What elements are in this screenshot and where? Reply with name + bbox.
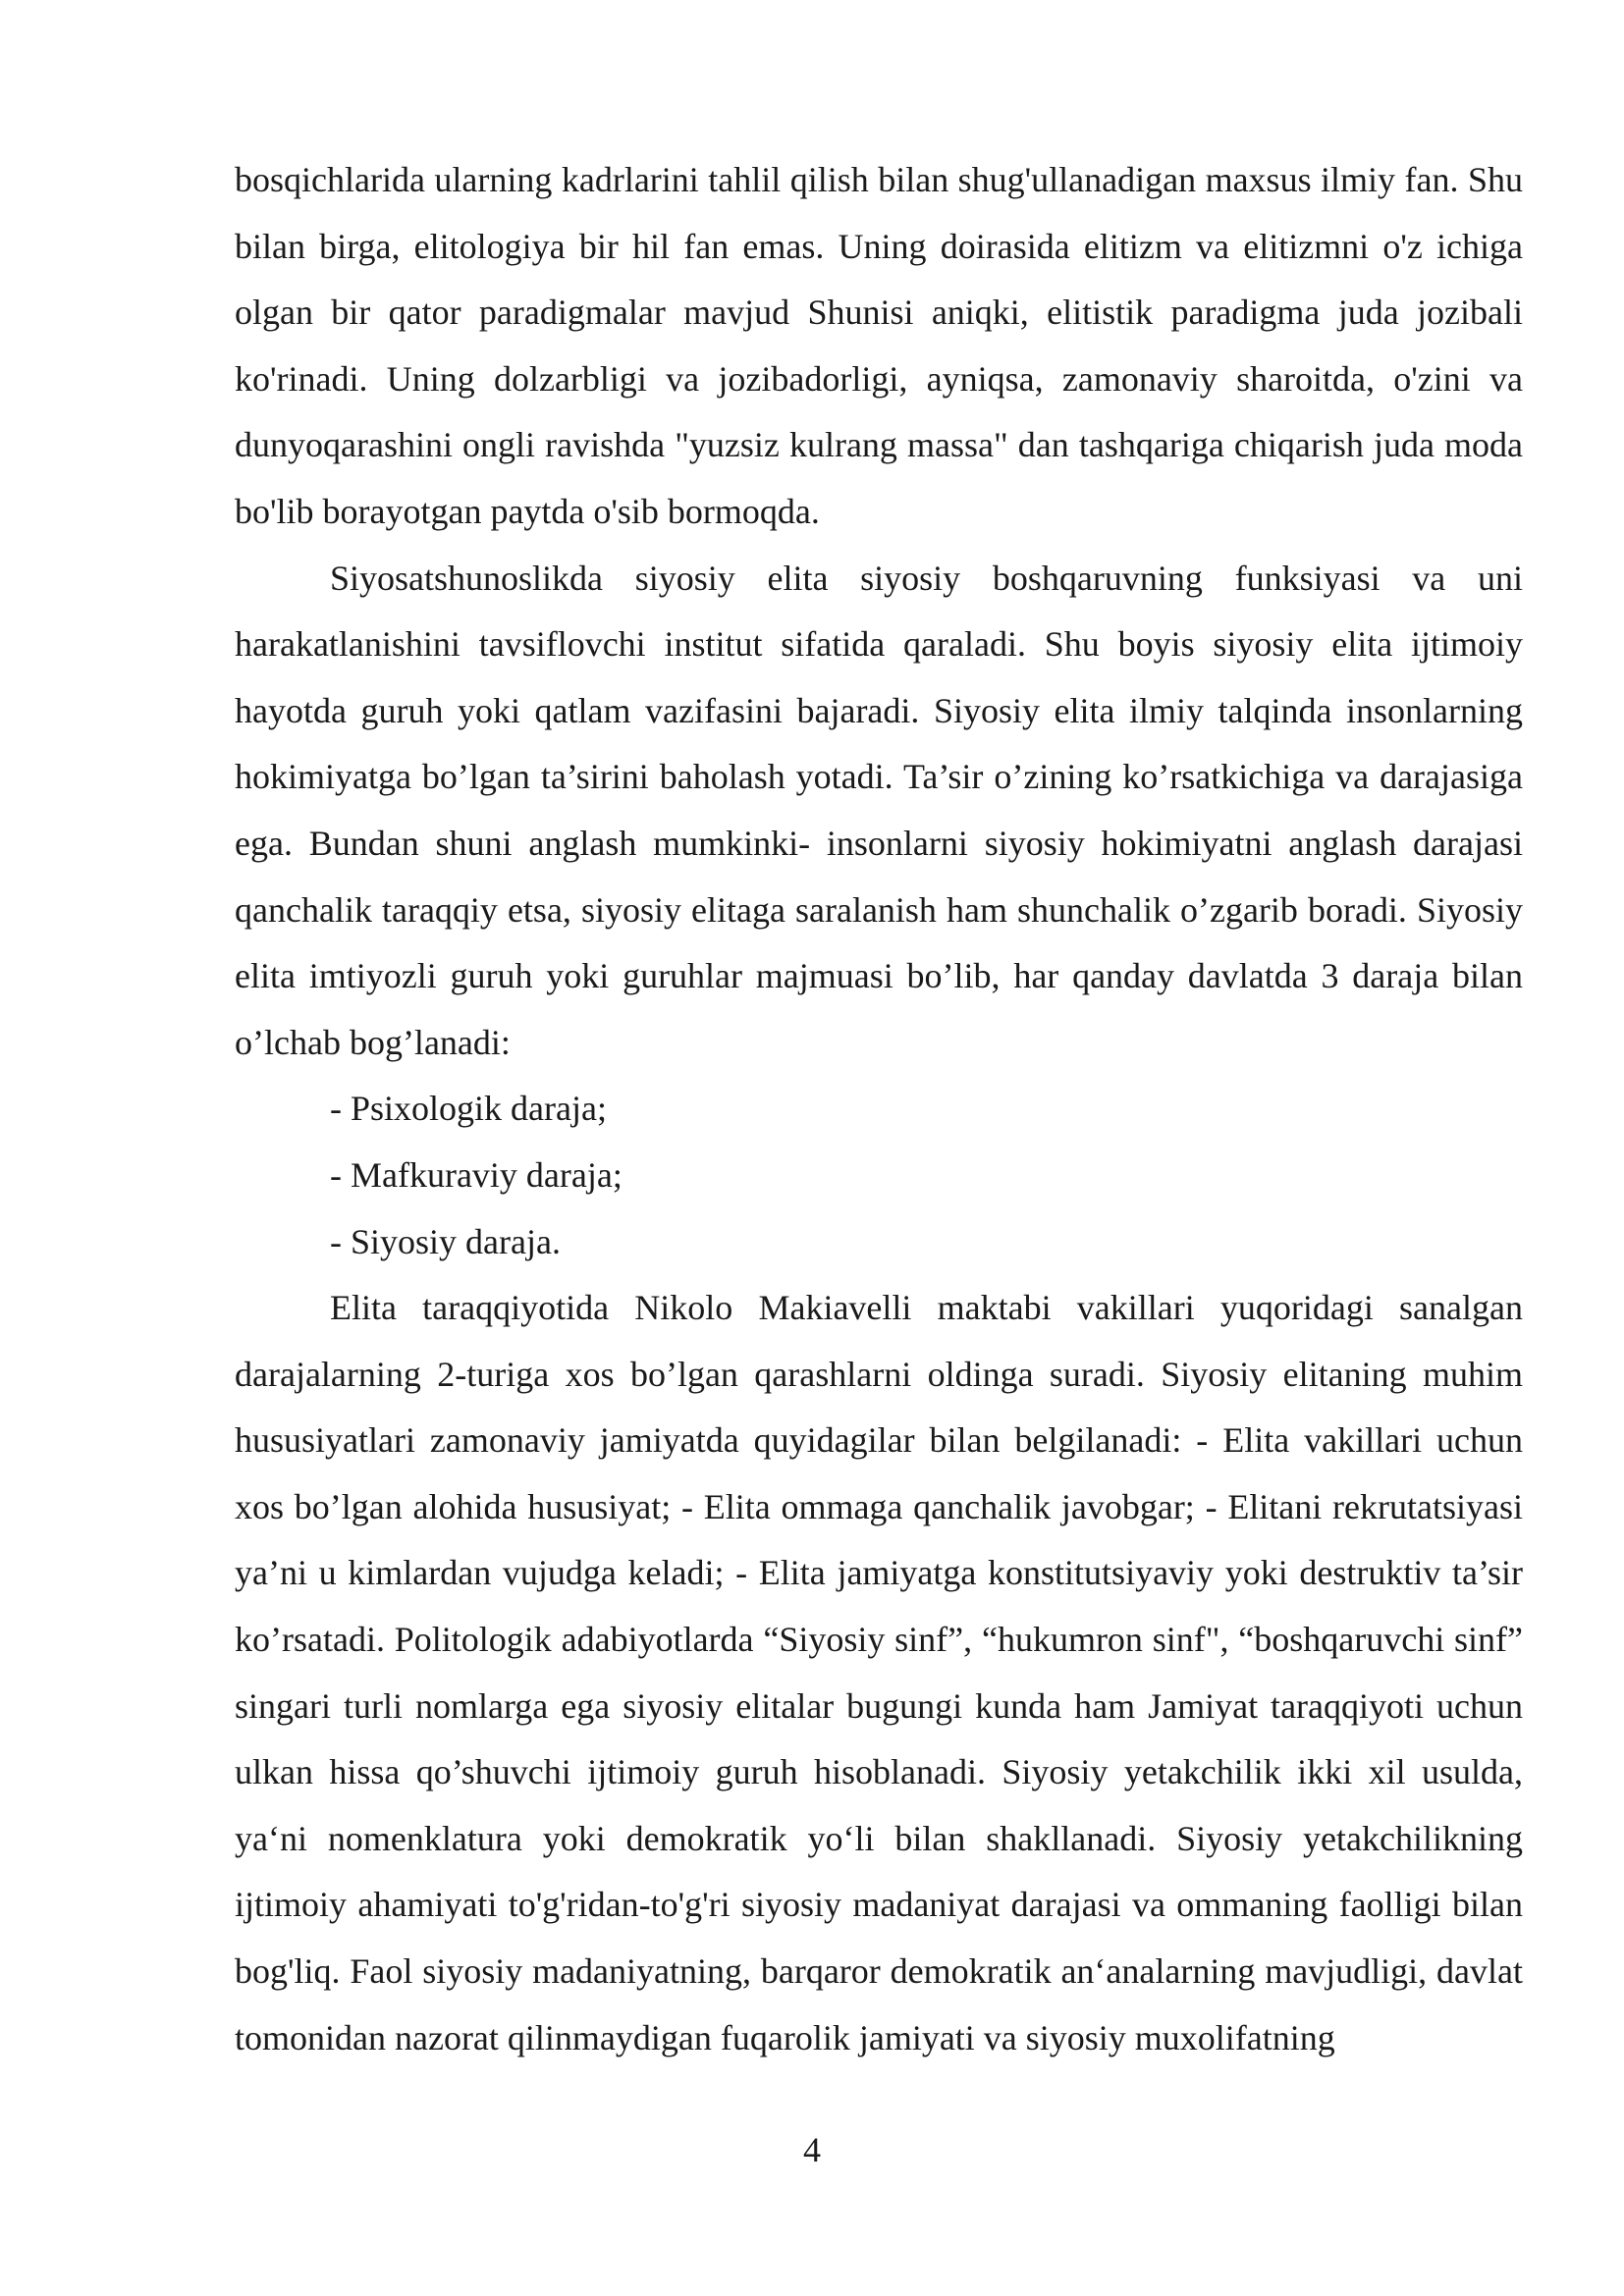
list-item-psychological-level: - Psixologik daraja; <box>330 1089 607 1129</box>
page-number: 4 <box>803 2130 821 2169</box>
paragraph-elite-development: Elita taraqqiyotida Nikolo Makiavelli maktabi vakillari yuqoridagi sanalgan darajalarning 2-turiga xos bo’lgan qarashlarni oldinga suradi. Siyosiy elitaning muhim hususiyatlari zamonaviy jamiyatda quyidagilar bilan belgilanadi: - Elita vakillari uchun xos bo’lgan alohida hususiyat; - Elita ommaga qanchalik javobgar; - Elitani rekrutatsiyasi ya’ni u kimlardan vujudga keladi; - Elita jamiyatga konstitutsiyaviy yoki destruktiv ta’sir ko’rsatadi. Politologik adabiyotlarda “Siyosiy sinf”, “hukumron sinf", “boshqaruvchi sinf” singari turli nomlarga ega siyosiy elitalar bugungi kunda ham Jamiyat taraqqiyoti uchun ulkan hissa qo’shuvchi ijtimoiy guruh hisoblanadi. Siyosiy yetakchilik ikki xil usulda, ya‘ni nomenklatura yoki demokratik yo‘li bilan shakllanadi. Siyosiy yetakchilikning ijtimoiy ahamiyati to'g'ridan-to'g'ri siyosiy madaniyat darajasi va ommaning faolligi bilan bog'liq. Faol siyosiy madaniyatning, barqaror demokratik an‘analarning mavjudligi, davlat tomonidan nazorat qilinmaydigan fuqarolik jamiyati va siyosiy muxolifatning <box>235 1288 1523 2057</box>
paragraph-continuation: bosqichlarida ularning kadrlarini tahlil qilish bilan shug'ullanadigan maxsus ilmiy fan. Shu bilan birga, elitologiya bir hil fan emas. Uning doirasida elitizm va elitizmni o'z ichiga olgan bir qator paradigmalar mavjud Shunisi aniqki, elitistik paradigma juda jozibali ko'rinadi. Uning dolzarbligi va jozibadorligi, ayniqsa, zamonaviy sharoitda, o'zini va dunyoqarashini ongli ravishda "yuzsiz kulrang massa" dan tashqariga chiqarish juda moda bo'lib borayotgan paytda o'sib bormoqda. <box>235 160 1523 531</box>
body-text <box>235 147 1523 2071</box>
list-item-political-level: - Siyosiy daraja. <box>330 1221 561 1261</box>
paragraph-political-elite: Siyosatshunoslikda siyosiy elita siyosiy boshqaruvning funksiyasi va uni harakatlanishini tavsiflovchi institut sifatida qaraladi. Shu boyis siyosiy elita ijtimoiy hayotda guruh yoki qatlam vazifasini bajaradi. Siyosiy elita ilmiy talqinda insonlarning hokimiyatga bo’lgan ta’sirini baholash yotadi. Ta’sir o’zining ko’rsatkichiga va darajasiga ega. Bundan shuni anglash mumkinki- insonlarni siyosiy hokimiyatni anglash darajasi qanchalik taraqqiy etsa, siyosiy elitaga saralanish ham shunchalik o’zgarib boradi. Siyosiy elita imtiyozli guruh yoki guruhlar majmuasi bo’lib, har qanday davlatda 3 daraja bilan o’lchab bog’lanadi: <box>235 558 1523 1062</box>
list-item-ideological-level: - Mafkuraviy daraja; <box>330 1154 623 1195</box>
